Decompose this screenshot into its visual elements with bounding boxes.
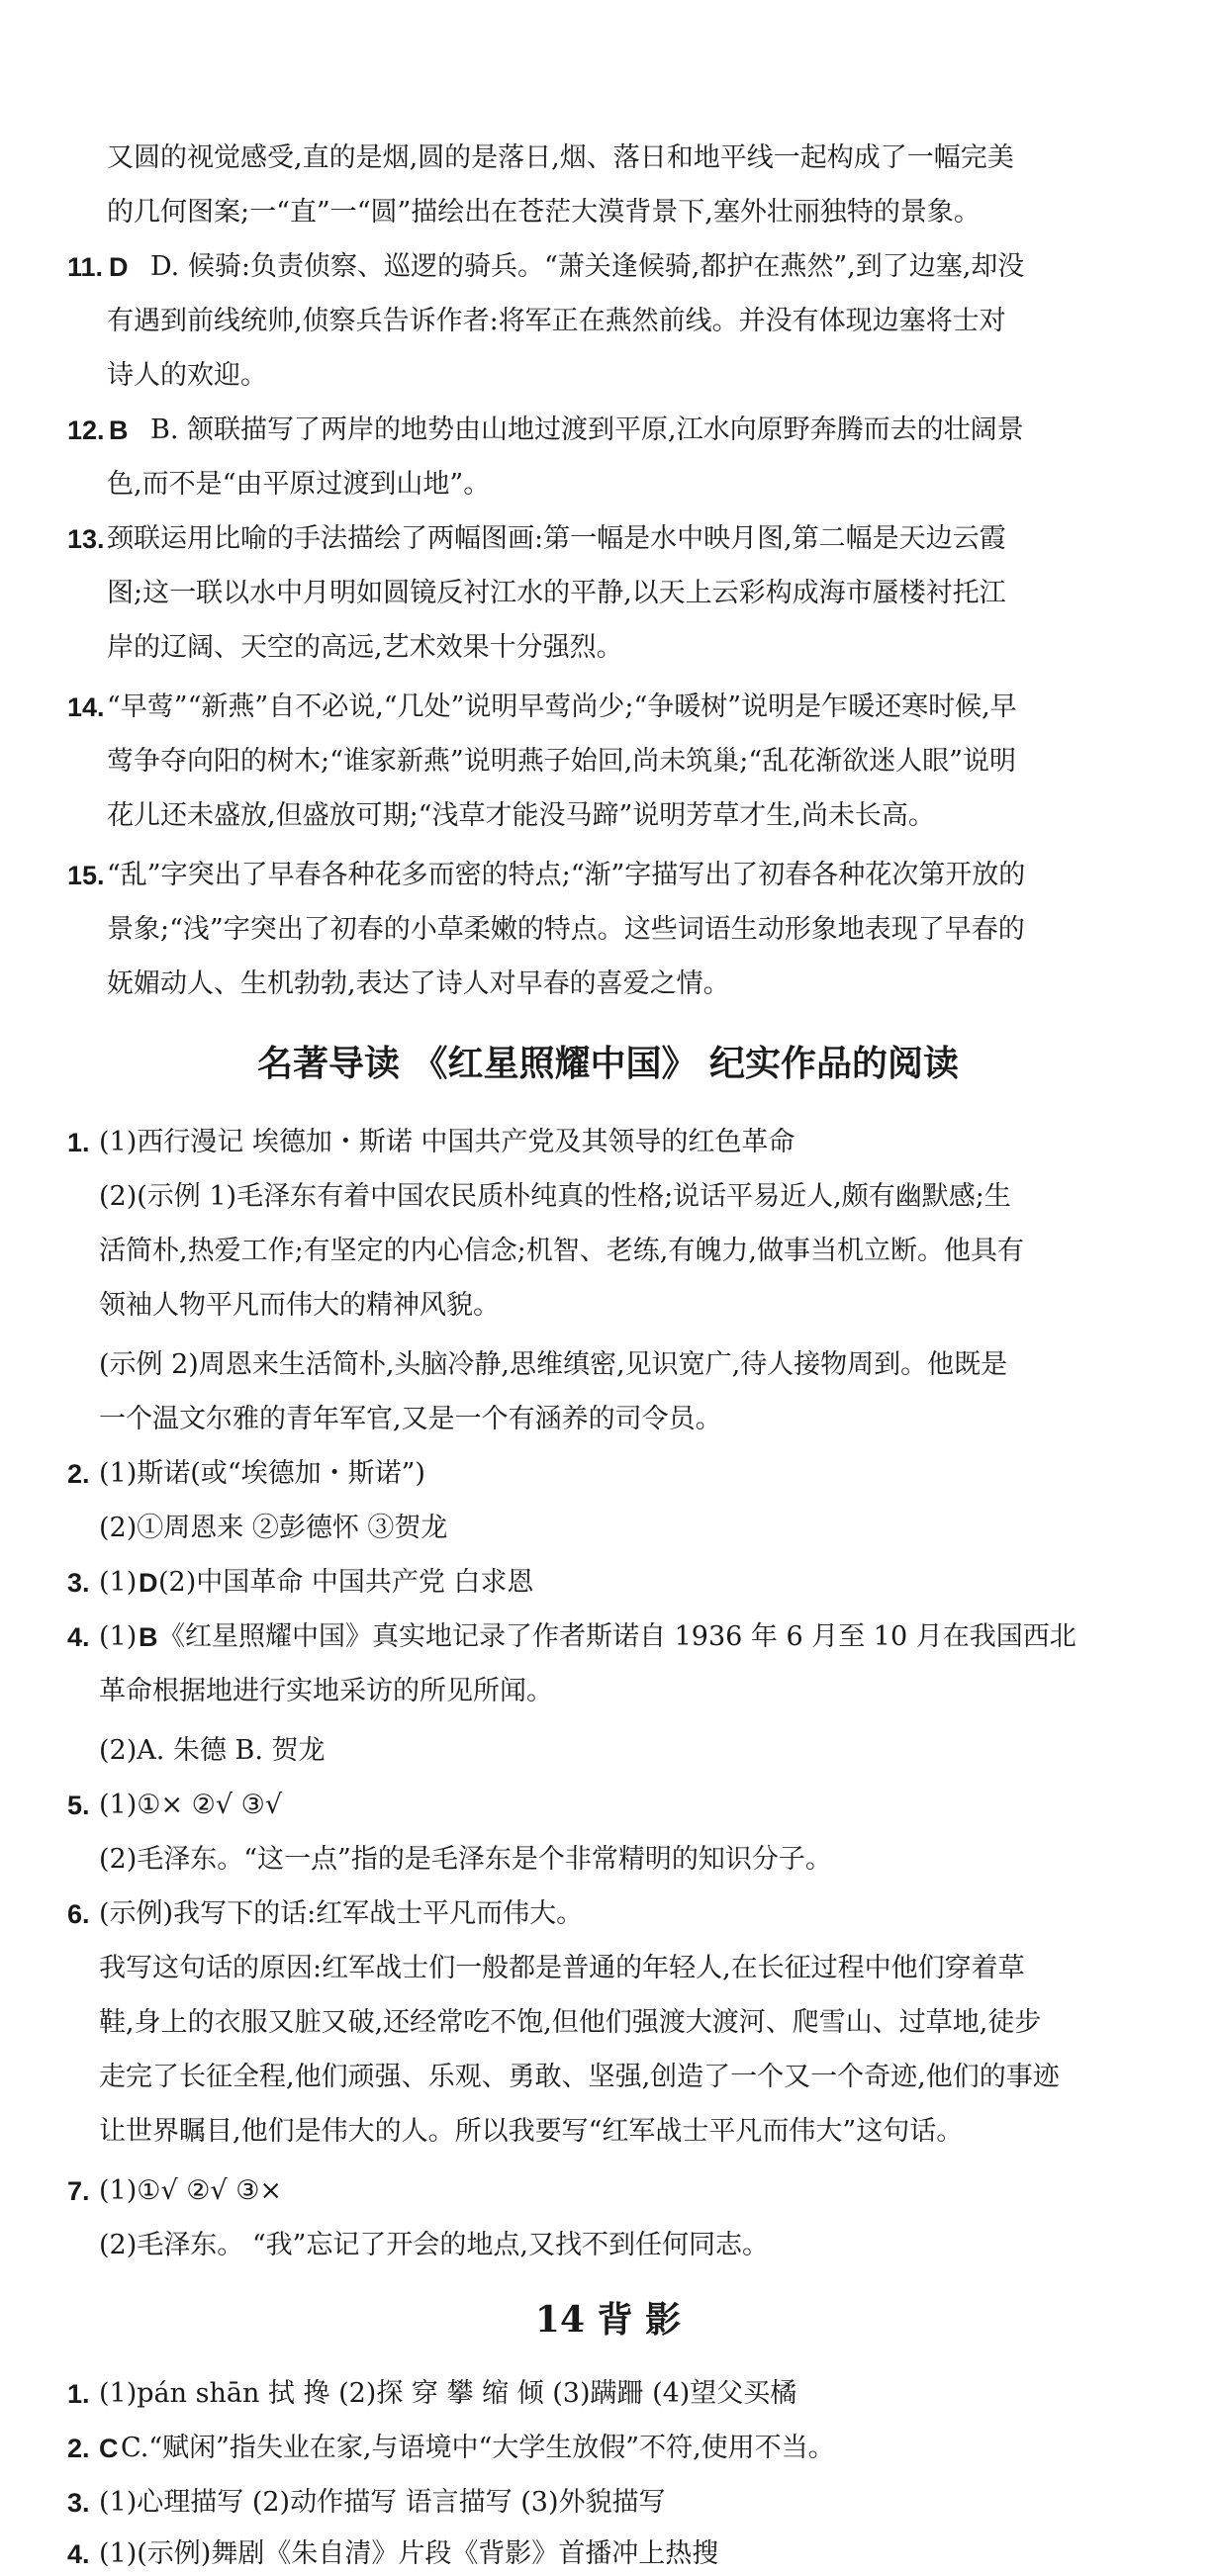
text-line: 《红星照耀中国》真实地记录了作者斯诺自 1936 年 6 月至 10 月在我国西北 <box>158 1621 1076 1652</box>
text-line: 领袖人物平凡而伟大的精神风貌。 <box>99 1290 500 1321</box>
text-line: D. 候骑:负责侦察、巡逻的骑兵。“萧关逢候骑,都护在燕然”,到了边塞,却没 <box>150 251 1025 282</box>
text-line: 革命根据地进行实地采访的所见所闻。 <box>99 1676 553 1706</box>
text-line: 又圆的视觉感受,直的是烟,圆的是落日,烟、落日和地平线一起构成了一幅完美 <box>107 142 1014 173</box>
item-number: 14. <box>67 692 105 722</box>
text-line: 我写这句话的原因:红军战士们一般都是普通的年轻人,在长征过程中他们穿着草 <box>99 1953 1025 1983</box>
item-number: 2. <box>67 1459 90 1489</box>
text-line: 颈联运用比喻的手法描绘了两幅图画:第一幅是水中映月图,第二幅是天边云霞 <box>107 523 1006 554</box>
text-line: (2)毛泽东。 “我”忘记了开会的地点,又找不到任何同志。 <box>99 2230 770 2260</box>
text-line: (2)A. 朱德 B. 贺龙 <box>99 1735 326 1766</box>
item-number: 4. <box>67 1622 90 1652</box>
text-line: (2)中国革命 中国共产党 白求恩 <box>158 1567 534 1598</box>
text-line: (1)斯诺(或“埃德加・斯诺”) <box>99 1458 425 1489</box>
item-number: 6. <box>67 1899 90 1929</box>
section-heading: 名著导读 《红星照耀中国》 纪实作品的阅读 <box>256 1043 960 1084</box>
item-number: 12. <box>67 415 105 445</box>
text-line: 的几何图案;一“直”一“圆”描绘出在苍茫大漠背景下,塞外壮丽独特的景象。 <box>107 197 981 228</box>
text-line: 一个温文尔雅的青年军官,又是一个有涵养的司令员。 <box>99 1404 722 1434</box>
text-line: 花儿还未盛放,但盛放可期;“浅草才能没马蹄”说明芳草才生,尚未长高。 <box>107 800 935 831</box>
text-line: “早莺”“新燕”自不必说,“几处”说明早莺尚少;“争暖树”说明是乍暖还寒时候,早 <box>107 691 1017 722</box>
text-line: (2)毛泽东。“这一点”指的是毛泽东是个非常精明的知识分子。 <box>99 1844 832 1875</box>
text-line: 景象;“浅”字突出了初春的小草柔嫩的特点。这些词语生动形象地表现了早春的 <box>107 914 1025 945</box>
text-line: 有遇到前线统帅,侦察兵告诉作者:将军正在燕然前线。并没有体现边塞将士对 <box>107 306 1006 336</box>
item-number: 15. <box>67 861 105 890</box>
text-line: B. 颔联描写了两岸的地势由山地过渡到平原,江水向原野奔腾而去的壮阔景 <box>150 414 1024 445</box>
text-line: 色,而不是“由平原过渡到山地”。 <box>107 469 491 500</box>
text-line: (1)心理描写 (2)动作描写 语言描写 (3)外貌描写 <box>99 2487 666 2518</box>
text-line: (1)①× ②√ ③√ <box>99 1790 283 1820</box>
choice-answer: D <box>109 252 129 282</box>
text-line: (2)①周恩来 ②彭德怀 ③贺龙 <box>99 1513 448 1543</box>
text-line: “乱”字突出了早春各种花多而密的特点;“渐”字描写出了初春各种花次第开放的 <box>107 860 1026 890</box>
text-line: 走完了长征全程,他们顽强、乐观、勇敢、坚强,创造了一个又一个奇迹,他们的事迹 <box>99 2062 1060 2092</box>
item-number: 5. <box>67 1791 90 1820</box>
lesson-heading: 14 背 影 <box>534 2299 682 2341</box>
item-number: 4. <box>67 2539 90 2569</box>
item-number: 3. <box>67 1568 90 1598</box>
text-line: (示例 2)周恩来生活简朴,头脑冷静,思维缜密,见识宽广,待人接物周到。他既是 <box>99 1349 1008 1380</box>
text-line: C.“赋闲”指失业在家,与语境中“大学生放假”不符,使用不当。 <box>121 2433 835 2463</box>
item-number: 3. <box>67 2488 90 2518</box>
item-number: 2. <box>67 2434 90 2463</box>
text-line: 让世界瞩目,他们是伟大的人。所以我要写“红军战士平凡而伟大”这句话。 <box>99 2116 964 2147</box>
text-line: 岸的辽阔、天空的高远,艺术效果十分强烈。 <box>107 632 623 663</box>
choice-answer: B <box>139 1622 158 1652</box>
choice-answer: B <box>109 415 129 445</box>
choice-answer: C <box>99 2434 119 2463</box>
text-line: (示例)我写下的话:红军战士平凡而伟大。 <box>99 1898 584 1929</box>
text-line: 活简朴,热爱工作;有坚定的内心信念;机智、老练,有魄力,做事当机立断。他具有 <box>99 1236 1024 1266</box>
choice-answer: D <box>139 1568 158 1598</box>
text-line: 鞋,身上的衣服又脏又破,还经常吃不饱,但他们强渡大渡河、爬雪山、过草地,徒步 <box>99 2007 1042 2038</box>
sub-label: (1) <box>99 1621 138 1652</box>
text-line: (1)(示例)舞剧《朱自清》片段《背影》首播冲上热搜 <box>99 2538 719 2569</box>
text-line: 图;这一联以水中月明如圆镜反衬江水的平静,以天上云彩构成海市蜃楼衬托江 <box>107 578 1006 608</box>
item-number: 1. <box>67 1128 90 1157</box>
item-number: 11. <box>67 252 104 282</box>
text-line: 莺争夺向阳的树木;“谁家新燕”说明燕子始回,尚未筑巢;“乱花渐欲迷人眼”说明 <box>107 746 1016 777</box>
item-number: 13. <box>67 524 105 554</box>
item-number: 1. <box>67 2379 90 2409</box>
text-line: (2)(示例 1)毛泽东有着中国农民质朴纯真的性格;说话平易近人,颇有幽默感;生 <box>99 1181 1011 1212</box>
text-line: (1)pán shān 拭 搀 (2)探 穿 攀 缩 倾 (3)蹒跚 (4)望父买橘 <box>99 2378 797 2409</box>
text-line: (1)西行漫记 埃德加・斯诺 中国共产党及其领导的红色革命 <box>99 1127 795 1157</box>
item-number: 7. <box>67 2176 90 2206</box>
text-line: (1)①√ ②√ ③× <box>99 2175 283 2206</box>
text-line: 诗人的欢迎。 <box>107 360 267 391</box>
text-line: 妩媚动人、生机勃勃,表达了诗人对早春的喜爱之情。 <box>107 968 730 999</box>
sub-label: (1) <box>99 1567 138 1598</box>
